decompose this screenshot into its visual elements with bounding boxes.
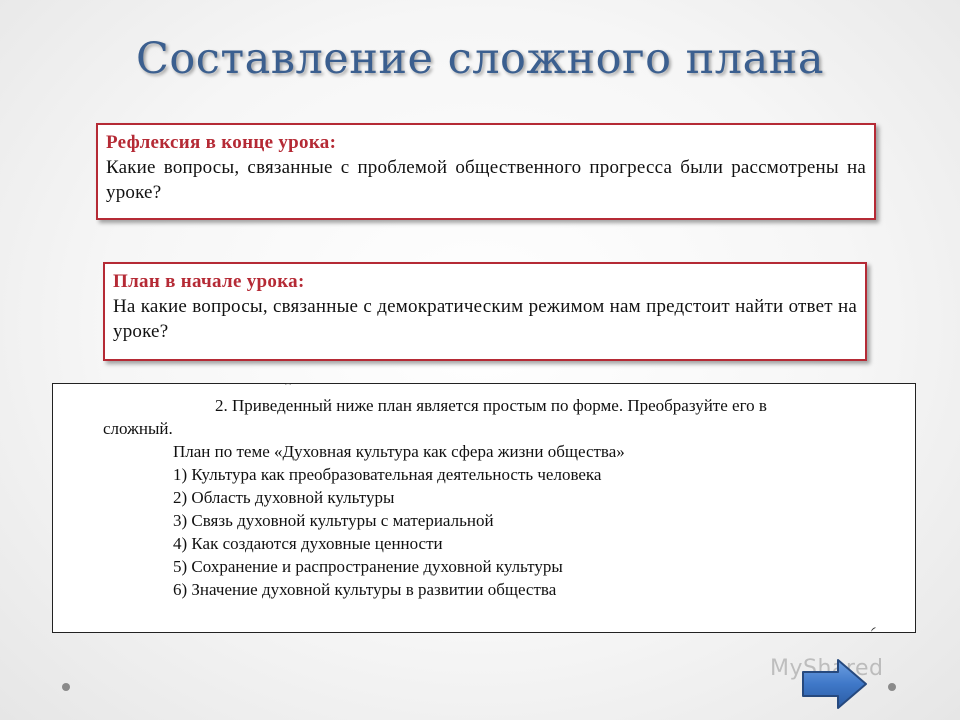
slide-title: Составление сложного плана <box>135 34 825 84</box>
reflection-heading: Рефлексия в конце урока: <box>106 132 337 153</box>
plan-list-item: 2) Область духовной культуры <box>173 488 395 507</box>
excerpt-plan-title: План по теме «Духовная культура как сфера жизни общества» <box>173 442 625 461</box>
next-slide-arrow-icon[interactable] <box>800 657 870 711</box>
textbook-excerpt <box>52 383 916 633</box>
scan-artifact <box>285 383 291 387</box>
decorative-dot <box>62 683 70 691</box>
plan-list-item: 5) Сохранение и распространение духовной культуры <box>173 557 563 576</box>
decorative-dot <box>888 683 896 691</box>
scan-artifact <box>870 627 877 634</box>
plan-text: На какие вопросы, связанные с демократическим режимом нам предстоит найти ответ на уроке? <box>113 296 857 342</box>
plan-list-item: 6) Значение духовной культуры в развитии общества <box>173 580 557 599</box>
watermark-logo: MyShared <box>770 656 884 681</box>
excerpt-plan-list <box>173 463 601 601</box>
reflection-text: Какие вопросы, связанные с проблемой общественного прогресса были рассмотрены на уроке? <box>106 157 866 203</box>
plan-box <box>103 262 867 361</box>
plan-list-item: 4) Как создаются духовные ценности <box>173 534 443 553</box>
plan-heading: План в начале урока: <box>113 271 305 292</box>
reflection-box <box>96 123 876 220</box>
excerpt-task-line: 2. Приведенный ниже план является простым по форме. Преобразуйте его в <box>215 396 767 415</box>
plan-list-item: 1) Культура как преобразовательная деятельность человека <box>173 465 602 484</box>
plan-list-item: 3) Связь духовной культуры с материальной <box>173 511 494 530</box>
excerpt-task-continuation: сложный. <box>103 419 173 438</box>
